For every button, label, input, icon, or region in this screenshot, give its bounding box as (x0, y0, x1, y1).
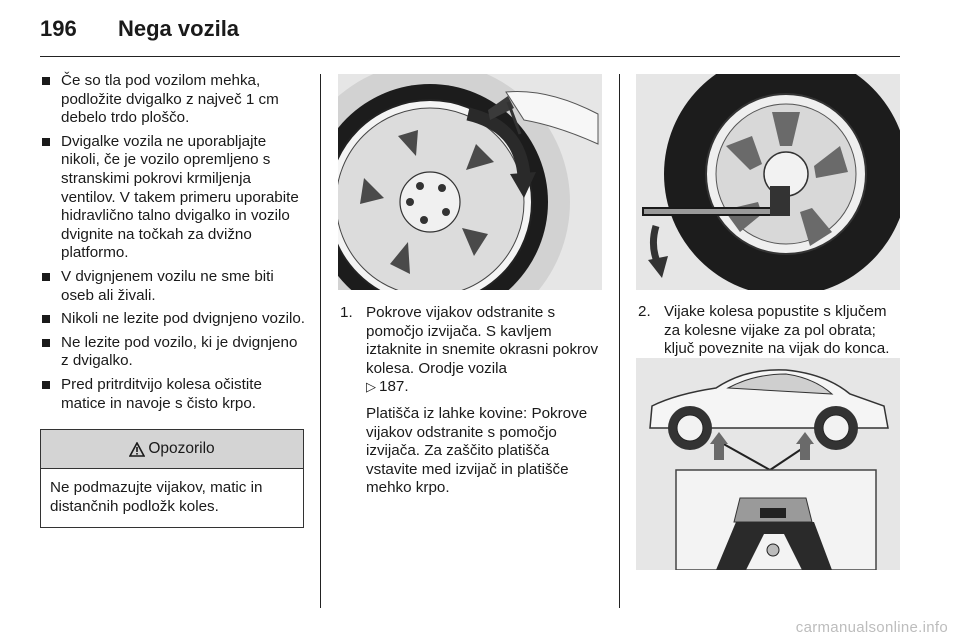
list-item: 2. Vijake kolesa popustite s ključem za kolesne vijake za pol obrata; ključ poveznite na vijak do konca. (638, 303, 890, 358)
jacking-points-illustration (636, 358, 900, 570)
page-number: 196 (40, 16, 77, 41)
bullet-square-icon (42, 77, 50, 85)
list-item: Pred pritrditvijo kolesa očistite matice in navoje s čisto krpo. (40, 376, 306, 413)
step-list (338, 304, 604, 498)
bullet-square-icon (42, 273, 50, 281)
bullet-list (40, 72, 306, 413)
right-column (636, 303, 904, 359)
warning-header (41, 430, 303, 469)
warning-title: Opozorilo (148, 439, 215, 457)
step-text: Pokrove vijakov odstranite s pomočjo izvijača. S kavljem iztaknite in snemite okrasni pokrov kolesa. Orodje vozila (366, 304, 599, 377)
list-item: Nikoli ne lezite pod dvignjeno vozilo. (40, 310, 306, 329)
bullet-square-icon (42, 315, 50, 323)
column-divider (320, 74, 321, 608)
step-text: Vijake kolesa popustite s ključem za kolesne vijake za pol obrata; ključ poveznite na vijak do konca. (664, 303, 890, 358)
warning-triangle-icon (129, 442, 145, 457)
triangle-arrow-icon: ▷ (366, 379, 376, 395)
bullet-square-icon (42, 339, 50, 347)
step-note: Platišča iz lahke kovine: Pokrove vijakov odstranite s pomočjo izvijača. Za zaščito platišča vstavite med izvijač in platišče mehko krpo. (366, 404, 588, 497)
warning-text: Ne podmazujte vijakov, matic in distančnih podložk koles. (50, 479, 263, 515)
warning-box (40, 429, 304, 528)
wheel-cover-removal-illustration (338, 74, 602, 290)
list-item: Če so tla pod vozilom mehka, podložite dvigalko z največ 1 cm debelo trdo ploščo. (40, 72, 306, 128)
list-item: Ne lezite pod vozilo, ki je dvignjeno z dvigalko. (40, 334, 306, 371)
list-item: V dvignjenem vozilu ne sme biti oseb ali živali. (40, 268, 306, 305)
watermark: carmanualsonline.info (795, 619, 948, 636)
left-column (40, 72, 306, 528)
list-item: Dvigalke vozila ne uporabljajte nikoli, če je vozilo opremljeno s stranskimi pokrovi krmiljenja ventilov. V takem primeru uporabite hidravlično talno dvigalko in vozilo dvignite na točkah za dvižno platformo. (40, 133, 306, 263)
header-rule (40, 56, 900, 57)
middle-column (338, 304, 604, 498)
bullet-square-icon (42, 381, 50, 389)
page-header (40, 16, 239, 48)
cross-reference: 187. (379, 378, 409, 396)
wheel-wrench-illustration (636, 74, 900, 290)
column-divider (619, 74, 620, 608)
step-list (636, 303, 904, 359)
list-item: 1. Pokrove vijakov odstranite s pomočjo izvijača. S kavljem iztaknite in snemite okrasni pokrov kolesa. Orodje vozila ▷ 187. Platišča iz lahke kovine: Pokrove vijakov odstranite s pomočjo izvijača. Za zaščito platišča vstavite med izvijač in platišče mehko krpo. (338, 304, 604, 498)
bullet-square-icon (42, 138, 50, 146)
page-title: Nega vozila (118, 16, 240, 41)
